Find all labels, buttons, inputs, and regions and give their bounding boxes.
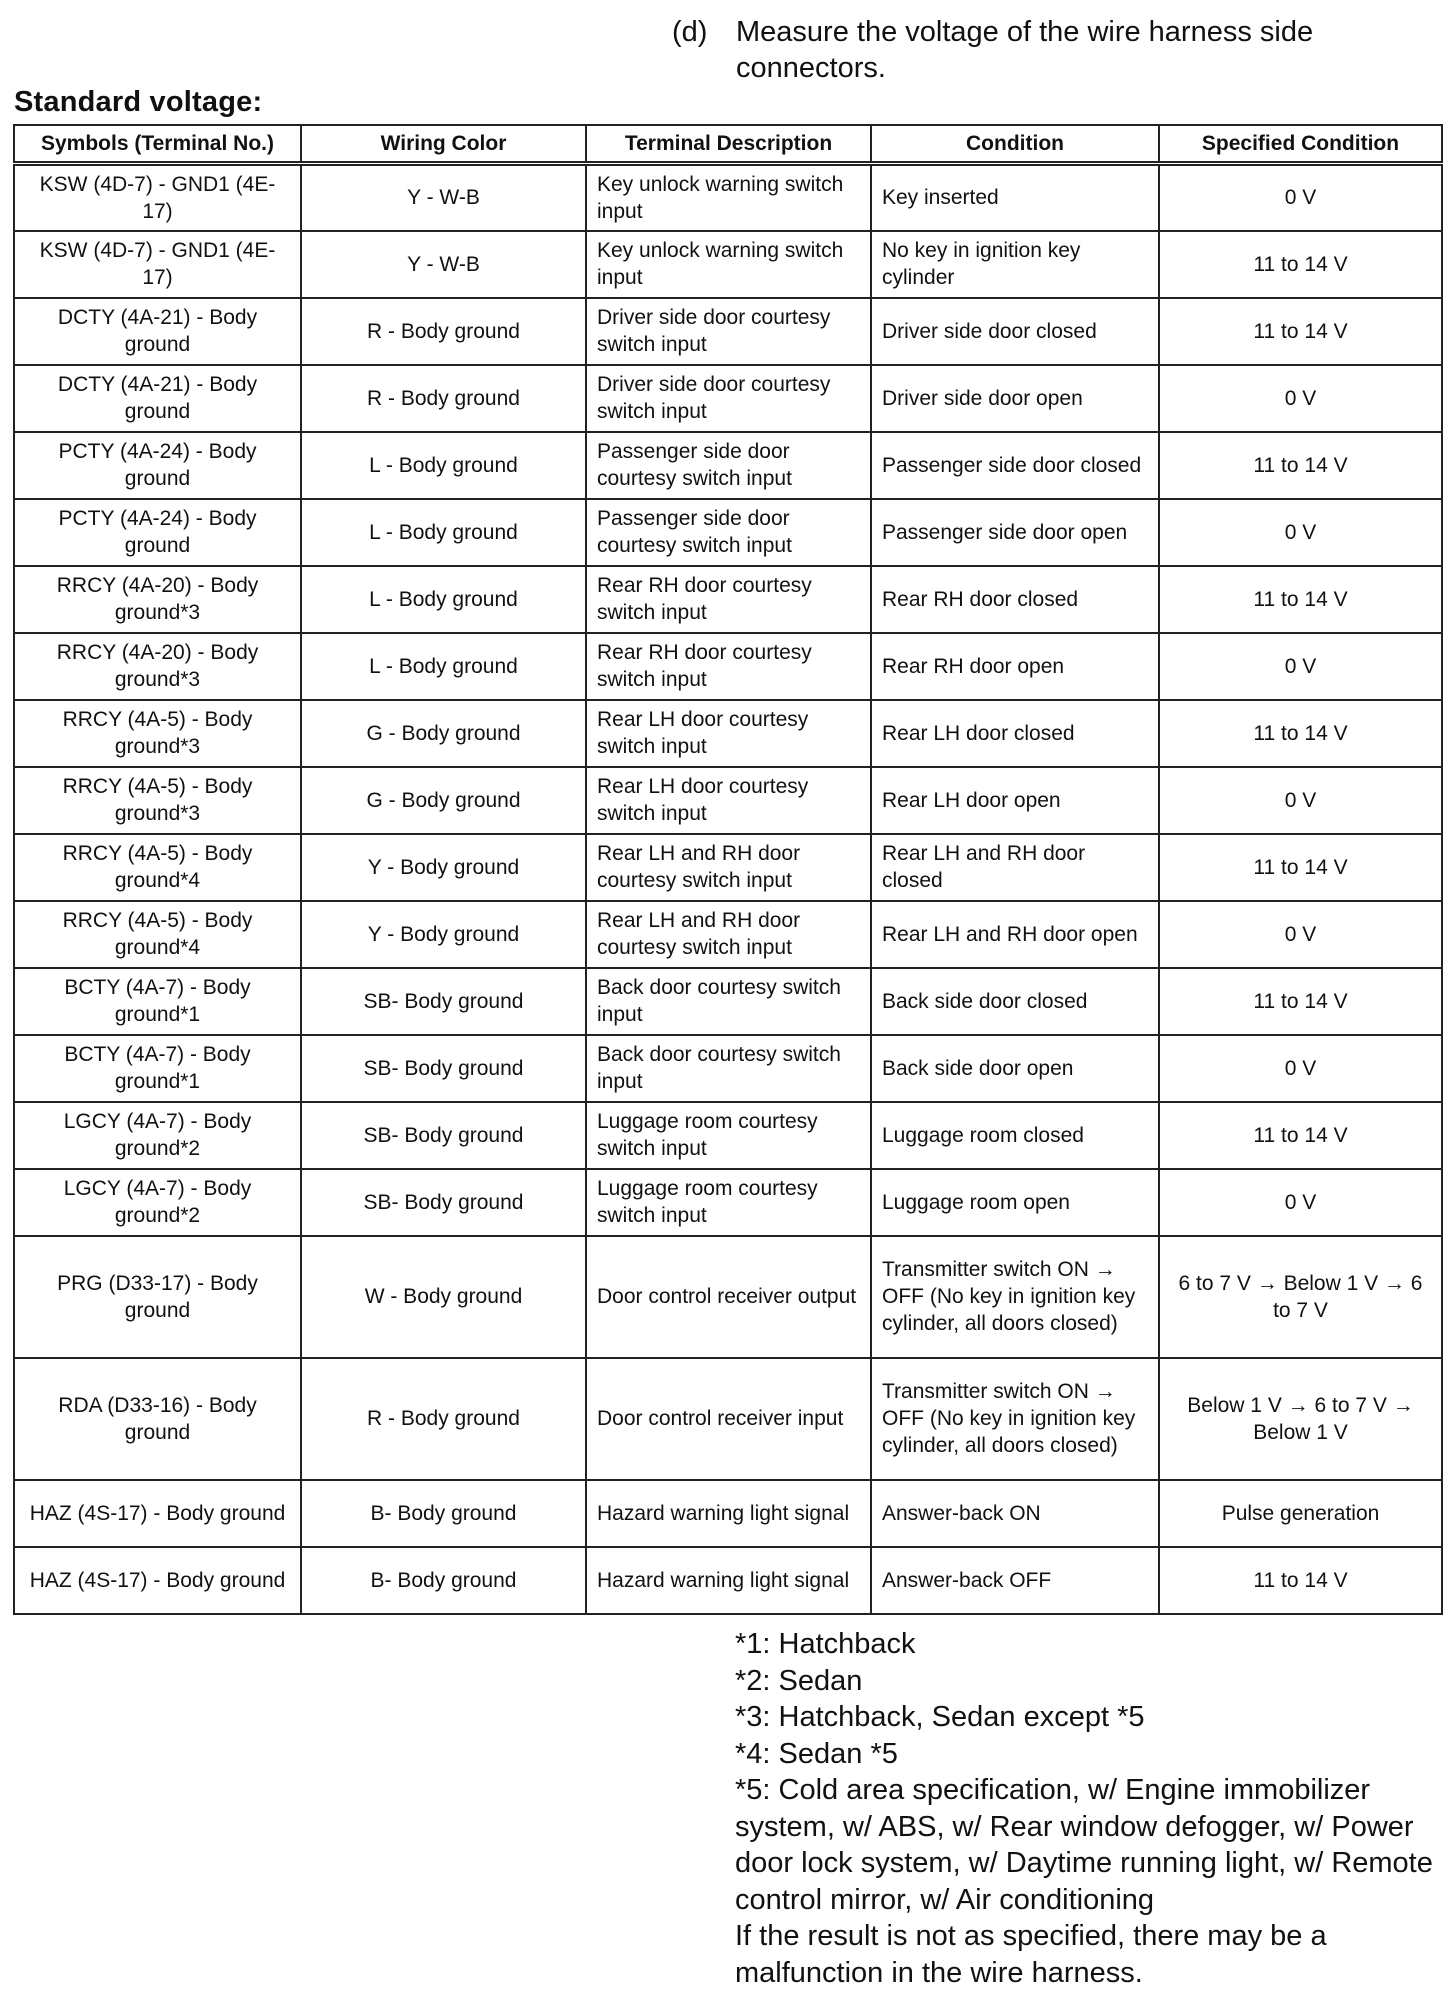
cell-condition: Driver side door open <box>871 365 1159 432</box>
table-row <box>14 1236 1442 1358</box>
cell-symbol: RRCY (4A-20) - Body ground*3 <box>14 566 301 633</box>
cell-wiring-color: SB- Body ground <box>301 1102 586 1169</box>
cell-terminal-description: Hazard warning light signal <box>586 1480 871 1547</box>
cell-terminal-description: Door control receiver output <box>586 1236 871 1358</box>
footnote: *5: Cold area specification, w/ Engine immobilizer system, w/ ABS, w/ Rear window defogger, w/ Power door lock system, w/ Daytime running light, w/ Remote control mirror, w/ Air conditioning <box>735 1774 1433 1916</box>
table-row <box>14 432 1442 499</box>
cell-terminal-description: Rear LH and RH door courtesy switch input <box>586 834 871 901</box>
cell-condition: Key inserted <box>871 164 1159 231</box>
table-row <box>14 1169 1442 1236</box>
table-row <box>14 767 1442 834</box>
column-header: Wiring Color <box>301 125 586 164</box>
cell-terminal-description: Back door courtesy switch input <box>586 1035 871 1102</box>
table-row <box>14 1547 1442 1614</box>
table-row <box>14 700 1442 767</box>
table-header-row <box>14 125 1442 164</box>
cell-wiring-color: R - Body ground <box>301 298 586 365</box>
cell-wiring-color: SB- Body ground <box>301 1169 586 1236</box>
table-row <box>14 633 1442 700</box>
table-row <box>14 901 1442 968</box>
footnote: *3: Hatchback, Sedan except *5 <box>735 1701 1145 1733</box>
cell-condition: Rear RH door open <box>871 633 1159 700</box>
column-header: Condition <box>871 125 1159 164</box>
table-row <box>14 298 1442 365</box>
cell-specified-condition: 11 to 14 V <box>1159 231 1442 298</box>
cell-terminal-description: Key unlock warning switch input <box>586 231 871 298</box>
cell-wiring-color: SB- Body ground <box>301 968 586 1035</box>
cell-specified-condition: 11 to 14 V <box>1159 834 1442 901</box>
section-heading: Standard voltage: <box>14 86 263 118</box>
cell-wiring-color: L - Body ground <box>301 566 586 633</box>
cell-symbol: RRCY (4A-20) - Body ground*3 <box>14 633 301 700</box>
cell-symbol: PCTY (4A-24) - Body ground <box>14 432 301 499</box>
cell-terminal-description: Hazard warning light signal <box>586 1547 871 1614</box>
cell-symbol: LGCY (4A-7) - Body ground*2 <box>14 1169 301 1236</box>
table-row <box>14 1480 1442 1547</box>
cell-specified-condition: 11 to 14 V <box>1159 1547 1442 1614</box>
cell-condition: Rear LH and RH door closed <box>871 834 1159 901</box>
cell-condition: Back side door closed <box>871 968 1159 1035</box>
cell-condition: No key in ignition key cylinder <box>871 231 1159 298</box>
cell-condition: Rear LH door open <box>871 767 1159 834</box>
cell-specified-condition: Below 1 V → 6 to 7 V → Below 1 V <box>1159 1358 1442 1480</box>
cell-wiring-color: W - Body ground <box>301 1236 586 1358</box>
table-row <box>14 1358 1442 1480</box>
result-note: If the result is not as specified, there may be a malfunction in the wire harness. <box>735 1920 1327 1989</box>
cell-specified-condition: 11 to 14 V <box>1159 298 1442 365</box>
table-row <box>14 834 1442 901</box>
cell-condition: Back side door open <box>871 1035 1159 1102</box>
cell-specified-condition: 0 V <box>1159 365 1442 432</box>
cell-condition: Rear LH door closed <box>871 700 1159 767</box>
cell-specified-condition: 0 V <box>1159 164 1442 231</box>
cell-symbol: HAZ (4S-17) - Body ground <box>14 1480 301 1547</box>
cell-condition: Answer-back OFF <box>871 1547 1159 1614</box>
cell-condition: Transmitter switch ON → OFF (No key in ignition key cylinder, all doors closed) <box>871 1236 1159 1358</box>
cell-terminal-description: Rear LH door courtesy switch input <box>586 767 871 834</box>
cell-wiring-color: R - Body ground <box>301 365 586 432</box>
cell-wiring-color: B- Body ground <box>301 1480 586 1547</box>
cell-specified-condition: 0 V <box>1159 499 1442 566</box>
step-label: (d) <box>672 16 708 48</box>
footnote: *4: Sedan *5 <box>735 1737 898 1770</box>
step-text: Measure the voltage of the wire harness side connectors. <box>736 16 1314 84</box>
cell-symbol: LGCY (4A-7) - Body ground*2 <box>14 1102 301 1169</box>
cell-condition: Luggage room open <box>871 1169 1159 1236</box>
cell-specified-condition: Pulse generation <box>1159 1480 1442 1547</box>
cell-symbol: PRG (D33-17) - Body ground <box>14 1236 301 1358</box>
cell-specified-condition: 0 V <box>1159 767 1442 834</box>
cell-terminal-description: Door control receiver input <box>586 1358 871 1480</box>
cell-specified-condition: 11 to 14 V <box>1159 700 1442 767</box>
column-header: Symbols (Terminal No.) <box>14 125 301 164</box>
cell-specified-condition: 11 to 14 V <box>1159 968 1442 1035</box>
cell-wiring-color: L - Body ground <box>301 499 586 566</box>
cell-terminal-description: Passenger side door courtesy switch input <box>586 499 871 566</box>
footnote: *1: Hatchback <box>735 1628 916 1660</box>
table-row <box>14 968 1442 1035</box>
cell-condition: Transmitter switch ON → OFF (No key in ignition key cylinder, all doors closed) <box>871 1358 1159 1480</box>
cell-specified-condition: 0 V <box>1159 633 1442 700</box>
table-row <box>14 1035 1442 1102</box>
cell-condition: Luggage room closed <box>871 1102 1159 1169</box>
cell-condition: Driver side door closed <box>871 298 1159 365</box>
cell-symbol: BCTY (4A-7) - Body ground*1 <box>14 968 301 1035</box>
cell-wiring-color: Y - Body ground <box>301 834 586 901</box>
cell-terminal-description: Rear LH and RH door courtesy switch input <box>586 901 871 968</box>
cell-specified-condition: 0 V <box>1159 1169 1442 1236</box>
cell-wiring-color: Y - W-B <box>301 164 586 231</box>
standard-voltage-table <box>13 124 1443 1615</box>
cell-symbol: RRCY (4A-5) - Body ground*3 <box>14 767 301 834</box>
cell-symbol: RRCY (4A-5) - Body ground*4 <box>14 901 301 968</box>
table-row <box>14 566 1442 633</box>
cell-condition: Rear RH door closed <box>871 566 1159 633</box>
cell-terminal-description: Passenger side door courtesy switch input <box>586 432 871 499</box>
cell-symbol: HAZ (4S-17) - Body ground <box>14 1547 301 1614</box>
table-row <box>14 1102 1442 1169</box>
cell-wiring-color: Y - Body ground <box>301 901 586 968</box>
cell-symbol: DCTY (4A-21) - Body ground <box>14 298 301 365</box>
cell-symbol: RDA (D33-16) - Body ground <box>14 1358 301 1480</box>
cell-condition: Passenger side door closed <box>871 432 1159 499</box>
cell-symbol: RRCY (4A-5) - Body ground*4 <box>14 834 301 901</box>
cell-terminal-description: Luggage room courtesy switch input <box>586 1102 871 1169</box>
cell-symbol: BCTY (4A-7) - Body ground*1 <box>14 1035 301 1102</box>
cell-wiring-color: L - Body ground <box>301 633 586 700</box>
table-row <box>14 499 1442 566</box>
cell-specified-condition: 11 to 14 V <box>1159 432 1442 499</box>
table-row <box>14 365 1442 432</box>
cell-wiring-color: R - Body ground <box>301 1358 586 1480</box>
cell-wiring-color: SB- Body ground <box>301 1035 586 1102</box>
cell-terminal-description: Rear LH door courtesy switch input <box>586 700 871 767</box>
cell-symbol: KSW (4D-7) - GND1 (4E-17) <box>14 231 301 298</box>
cell-specified-condition: 0 V <box>1159 901 1442 968</box>
cell-terminal-description: Back door courtesy switch input <box>586 968 871 1035</box>
cell-terminal-description: Driver side door courtesy switch input <box>586 365 871 432</box>
cell-specified-condition: 11 to 14 V <box>1159 566 1442 633</box>
cell-terminal-description: Luggage room courtesy switch input <box>586 1169 871 1236</box>
cell-terminal-description: Key unlock warning switch input <box>586 164 871 231</box>
cell-wiring-color: Y - W-B <box>301 231 586 298</box>
cell-condition: Answer-back ON <box>871 1480 1159 1547</box>
column-header: Terminal Description <box>586 125 871 164</box>
cell-wiring-color: L - Body ground <box>301 432 586 499</box>
table-row <box>14 231 1442 298</box>
cell-wiring-color: G - Body ground <box>301 700 586 767</box>
cell-specified-condition: 6 to 7 V → Below 1 V → 6 to 7 V <box>1159 1236 1442 1358</box>
cell-symbol: KSW (4D-7) - GND1 (4E-17) <box>14 164 301 231</box>
column-header: Specified Condition <box>1159 125 1442 164</box>
cell-symbol: DCTY (4A-21) - Body ground <box>14 365 301 432</box>
cell-terminal-description: Driver side door courtesy switch input <box>586 298 871 365</box>
cell-terminal-description: Rear RH door courtesy switch input <box>586 566 871 633</box>
cell-specified-condition: 0 V <box>1159 1035 1442 1102</box>
table-row <box>14 164 1442 231</box>
cell-condition: Passenger side door open <box>871 499 1159 566</box>
cell-wiring-color: B- Body ground <box>301 1547 586 1614</box>
cell-condition: Rear LH and RH door open <box>871 901 1159 968</box>
footnotes <box>735 1626 1435 1991</box>
cell-specified-condition: 11 to 14 V <box>1159 1102 1442 1169</box>
cell-terminal-description: Rear RH door courtesy switch input <box>586 633 871 700</box>
footnote: *2: Sedan <box>735 1664 863 1697</box>
cell-symbol: RRCY (4A-5) - Body ground*3 <box>14 700 301 767</box>
cell-symbol: PCTY (4A-24) - Body ground <box>14 499 301 566</box>
cell-wiring-color: G - Body ground <box>301 767 586 834</box>
